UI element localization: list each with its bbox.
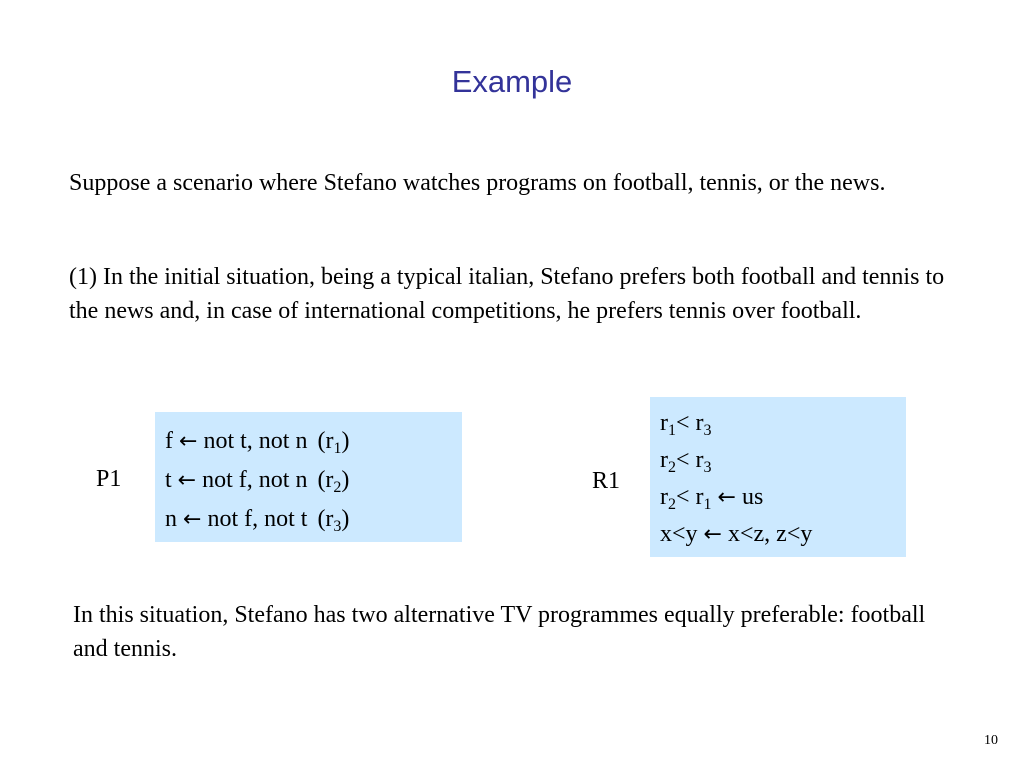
pref-head: x<y — [660, 521, 698, 547]
pref-right-sub: 3 — [703, 422, 712, 439]
left-arrow-icon: ← — [177, 468, 197, 493]
rule-body: not t, not n — [203, 428, 308, 454]
program-label: P1 — [96, 466, 122, 492]
pref-left: r — [660, 410, 668, 436]
rule-head: t — [165, 467, 172, 493]
pref-body: us — [741, 484, 764, 510]
rule-name-sub: 3 — [333, 518, 342, 535]
pref-op: < — [676, 447, 690, 473]
rule-head: f — [165, 428, 173, 454]
slide-title: Example — [451, 64, 573, 99]
preference-rule-1 — [660, 405, 906, 442]
program-rule-2 — [165, 461, 462, 500]
conclusion-paragraph: In this situation, Stefano has two alternative TV programmes equally preferable: football and tennis. — [73, 602, 926, 662]
rule-body: not f, not t — [207, 506, 308, 532]
left-arrow-icon: ← — [179, 429, 198, 454]
pref-right: r — [695, 447, 704, 473]
pref-left: r — [660, 484, 668, 510]
left-arrow-icon: ← — [703, 522, 722, 547]
intro-paragraph: Suppose a scenario where Stefano watches programs on football, tennis, or the news. — [69, 170, 886, 196]
left-arrow-icon: ← — [717, 485, 736, 510]
pref-right: r — [695, 410, 704, 436]
preference-rule-3 — [660, 479, 906, 516]
rule-name-suffix: ) — [341, 506, 350, 532]
pref-right: r — [695, 484, 704, 510]
pref-right-sub: 3 — [703, 459, 712, 476]
pref-body: x<z, z<y — [727, 521, 813, 547]
rule-body: not f, not n — [202, 467, 308, 493]
rule-name-suffix: ) — [341, 467, 350, 493]
program-box — [155, 412, 462, 542]
preference-rule-2 — [660, 442, 906, 479]
rule-name-prefix: (r — [317, 428, 334, 454]
pref-left-sub: 2 — [668, 459, 676, 476]
preferences-label: R1 — [592, 468, 621, 494]
pref-right-sub: 1 — [703, 496, 712, 513]
program-rule-1 — [165, 422, 462, 461]
rule-name-sub: 2 — [333, 479, 342, 496]
situation-paragraph: (1) In the initial situation, being a typical italian, Stefano prefers both football and tennis to the news and, in case of international competitions, he prefers tennis over football. — [69, 264, 945, 324]
rule-name-sub: 1 — [333, 440, 342, 457]
pref-left-sub: 2 — [668, 496, 676, 513]
preference-rule-4 — [660, 516, 906, 553]
rule-name-prefix: (r — [317, 506, 334, 532]
left-arrow-icon: ← — [183, 507, 202, 532]
pref-op: < — [676, 410, 690, 436]
pref-op: < — [676, 484, 690, 510]
preferences-box — [650, 397, 906, 557]
page-number: 10 — [984, 733, 998, 748]
pref-left: r — [660, 447, 668, 473]
program-rule-3 — [165, 500, 462, 539]
pref-left-sub: 1 — [668, 422, 676, 439]
rule-name-prefix: (r — [317, 467, 334, 493]
rule-head: n — [165, 506, 177, 532]
rule-name-suffix: ) — [341, 428, 350, 454]
